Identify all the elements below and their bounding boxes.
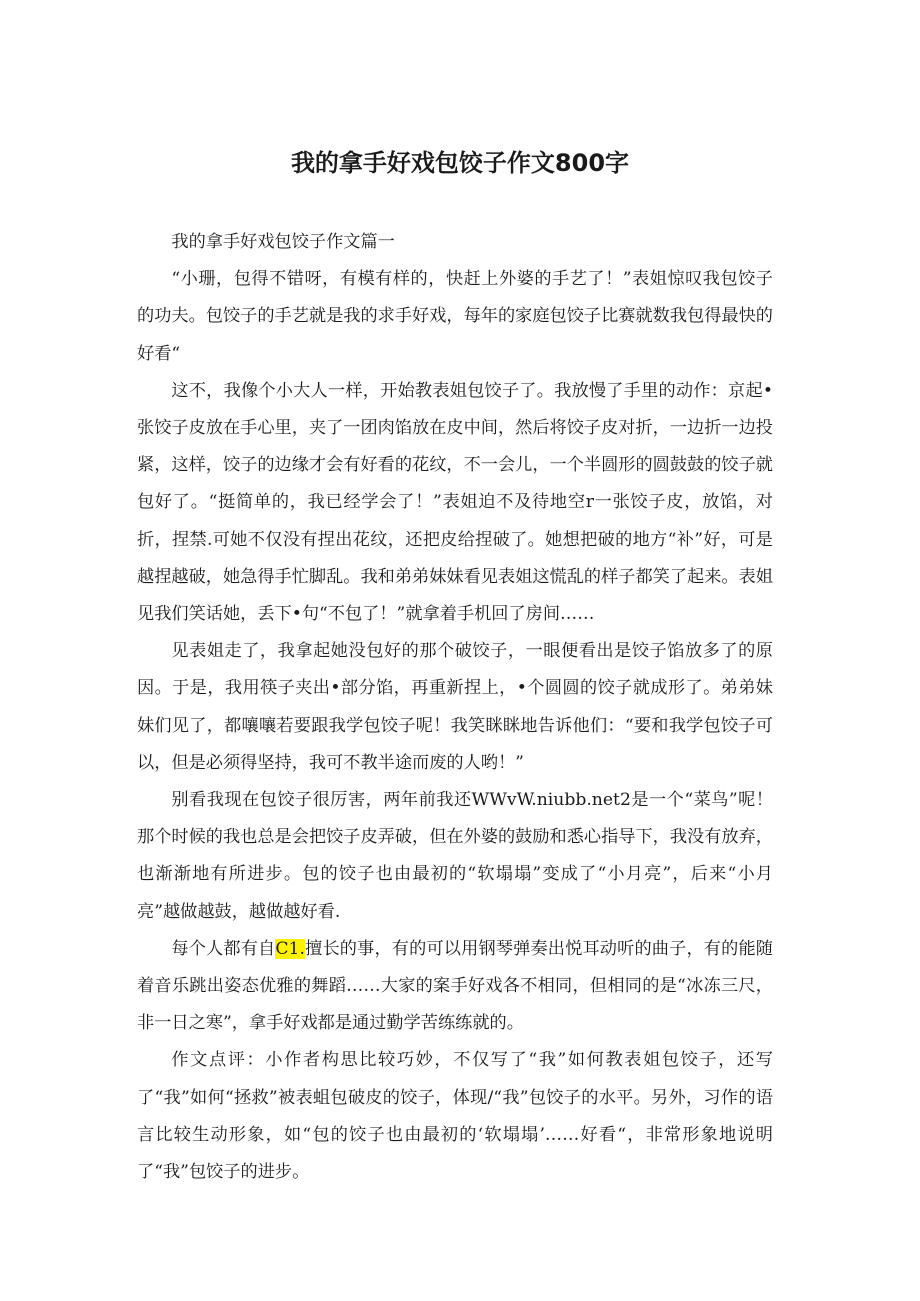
paragraph-5 [137, 931, 773, 1043]
paragraph-4: 别看我现在包饺子很厉害，两年前我还WWvW.niubb.net2是一个“菜鸟”呢！那个时候的我也总是会把饺子皮弄破，但在外婆的鼓励和悉心指导下，我没有放弃，也渐渐地有所进步。包的饺子也由最初的“软塌塌”变成了“小月亮”，后来“小月亮”越做越鼓，越做越好看. [137, 790, 773, 922]
article-heading: 我的拿手好戏包饺子作文篇一 [171, 232, 395, 252]
document-title: 我的拿手好戏包饺子作文800字 [290, 149, 630, 177]
paragraph-3: 见表姐走了，我拿起她没包好的那个破饺子，一眼便看出是饺子馅放多了的原因。于是，我用筷子夹出•部分馅，再重新捏上，•个圆圆的饺子就成形了。弟弟妹妹们见了，都嚷嚷若要跟我学包饺子呢！我笑眯眯地告诉他们：“要和我学包饺子可以，但是必须得坚持，我可不教半途而废的人哟！” [137, 641, 773, 773]
paragraph-5-start: 每个人都有自 [171, 938, 276, 959]
highlighted-text: C1. [275, 938, 305, 959]
document-body [137, 224, 773, 1191]
paragraph-2: 这不，我像个小大人一样，开始教表姐包饺子了。我放慢了手里的动作：京起•张饺子皮放在手心里，夹了一团肉馅放在皮中间，然后将饺子皮对折，一边折一边投紧，这样，饺子的边缘才会有好看的花纹，不一会儿，一个半圆形的圆鼓鼓的饺子就包好了。“挺简单的，我已经学会了！”表姐迫不及待地空r一张饺子皮，放馅，对折，捏禁.可她不仅没有捏出花纹，还把皮给捏破了。她想把破的地方“补”好，可是越捏越破，她急得手忙脚乱。我和弟弟妹妹看见表姐这慌乱的样子都笑了起来。表姐见我们笑话她，丢下•句“不包了！”就拿着手机回了房间…… [137, 380, 773, 625]
paragraph-1: “小珊，包得不错呀，有模有样的，快赶上外婆的手艺了！”表姐惊叹我包饺子的功夫。包饺子的手艺就是我的求手好戏，每年的家庭包饺子比赛就数我包得最快的好看“ [137, 269, 773, 364]
paragraph-5-end: 擅长的事，有的可以用钢琴弹奏出悦耳动听的曲子，有的能随着音乐跳出姿态优雅的舞蹈……大家的案手好戏各不相同，但相同的是“冰冻三尺，非一日之寒”，拿手好戏都是通过勤学苦练练就的。 [137, 938, 773, 1034]
comment-paragraph: 作文点评：小作者构思比较巧妙，不仅写了“我”如何教表姐包饺子，还写了“我”如何“拯救”被表蛆包破皮的饺子，体现/“我”包饺子的水平。另外，习作的语言比较生动形象，如“包的饺子也由最初的‘软塌塌’……好看“，非常形象地说明了“我”包饺子的进步。 [137, 1050, 773, 1183]
